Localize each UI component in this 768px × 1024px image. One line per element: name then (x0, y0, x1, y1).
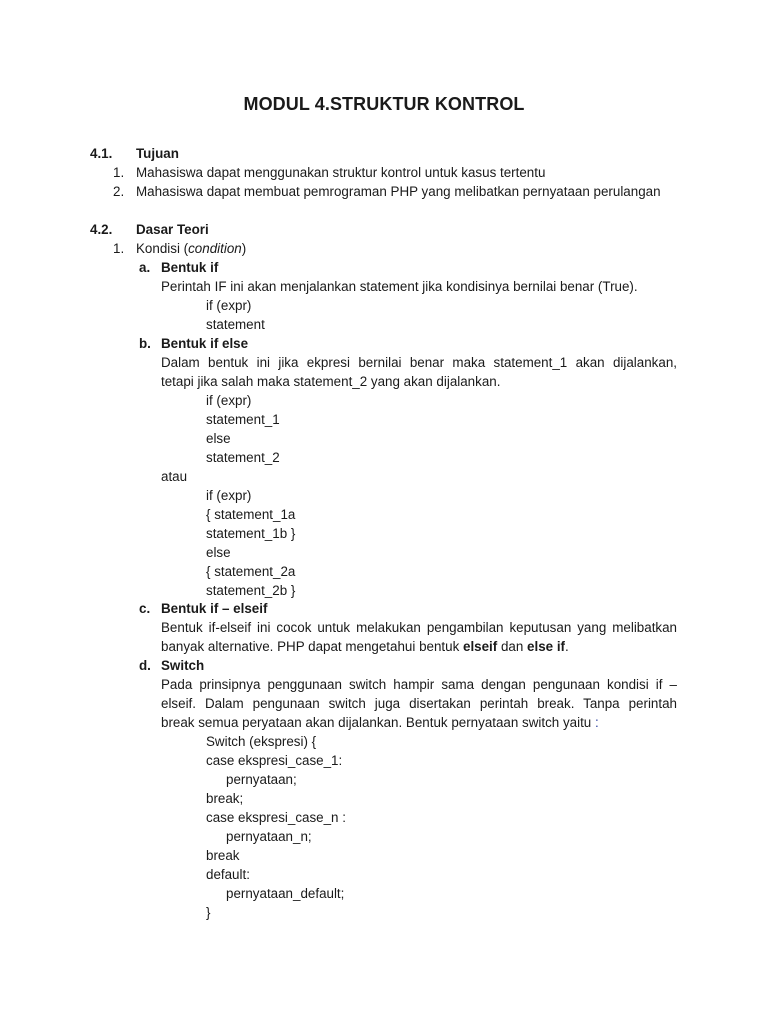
paragraph: Perintah IF ini akan menjalankan statement jika kondisinya bernilai benar (True). (161, 279, 638, 294)
code-line: pernyataan_default; (226, 886, 345, 901)
sub-label-c: c. (139, 601, 151, 616)
list-item: Mahasiswa dapat membuat pemrograman PHP yang melibatkan pernyataan perulangan (136, 184, 661, 199)
section-number-4-2: 4.2. (90, 222, 113, 237)
code-line: default: (206, 867, 250, 882)
sub-label-a: a. (139, 260, 151, 275)
list-item-number: 1. (113, 241, 125, 256)
code-line: else (206, 431, 231, 446)
sub-heading-switch: Switch (161, 658, 205, 673)
sub-label-d: d. (139, 658, 151, 673)
code-line: else (206, 545, 231, 560)
list-item-number: 1. (113, 165, 125, 180)
code-line: if (expr) (206, 488, 252, 503)
sub-label-b: b. (139, 336, 151, 351)
code-line: } (206, 905, 211, 920)
code-line: statement (206, 317, 265, 332)
code-line: case ekspresi_case_n : (206, 810, 346, 825)
code-line: { statement_2a (206, 564, 296, 579)
section-heading-dasar-teori: Dasar Teori (136, 222, 209, 237)
list-item-number: 2. (113, 184, 125, 199)
paragraph: Dalam bentuk ini jika ekpresi bernilai benar maka statement_1 akan dijalankan, (161, 355, 677, 370)
section-heading-tujuan: Tujuan (136, 146, 179, 161)
code-line: statement_2b } (206, 583, 296, 598)
list-item-kondisi: Kondisi (condition) (136, 241, 247, 256)
code-line: break (206, 848, 240, 863)
code-line: pernyataan_n; (226, 829, 312, 844)
atau-text: atau (161, 469, 188, 484)
paragraph: Bentuk if-elseif ini cocok untuk melakukan pengambilan keputusan yang melibatkan (161, 620, 677, 635)
code-line: break; (206, 791, 244, 806)
code-line: if (expr) (206, 393, 252, 408)
code-line: pernyataan; (226, 772, 297, 787)
sub-heading-bentuk-if-elseif: Bentuk if – elseif (161, 601, 268, 616)
paragraph: tetapi jika salah maka statement_2 yang akan dijalankan. (161, 374, 501, 389)
list-item: Mahasiswa dapat menggunakan struktur kontrol untuk kasus tertentu (136, 165, 546, 180)
code-line: if (expr) (206, 298, 252, 313)
code-line: { statement_1a (206, 507, 296, 522)
code-line: statement_1 (206, 412, 280, 427)
sub-heading-bentuk-if-else: Bentuk if else (161, 336, 249, 351)
sub-heading-bentuk-if: Bentuk if (161, 260, 219, 275)
code-line: case ekspresi_case_1: (206, 753, 343, 768)
paragraph: Pada prinsipnya penggunaan switch hampir sama dengan pengunaan kondisi if – (161, 677, 677, 692)
code-line: statement_1b } (206, 526, 296, 541)
code-line: statement_2 (206, 450, 280, 465)
code-line: Switch (ekspresi) { (206, 734, 317, 749)
page-title: MODUL 4.STRUKTUR KONTROL (243, 94, 525, 114)
paragraph: break semua peryataan akan dijalankan. Bentuk pernyataan switch yaitu : (161, 715, 599, 730)
paragraph: elseif. Dalam pengunaan switch juga disertakan perintah break. Tanpa perintah (161, 696, 677, 711)
section-number-4-1: 4.1. (90, 146, 113, 161)
paragraph: banyak alternative. PHP dapat mengetahui bentuk elseif dan else if. (161, 639, 569, 654)
